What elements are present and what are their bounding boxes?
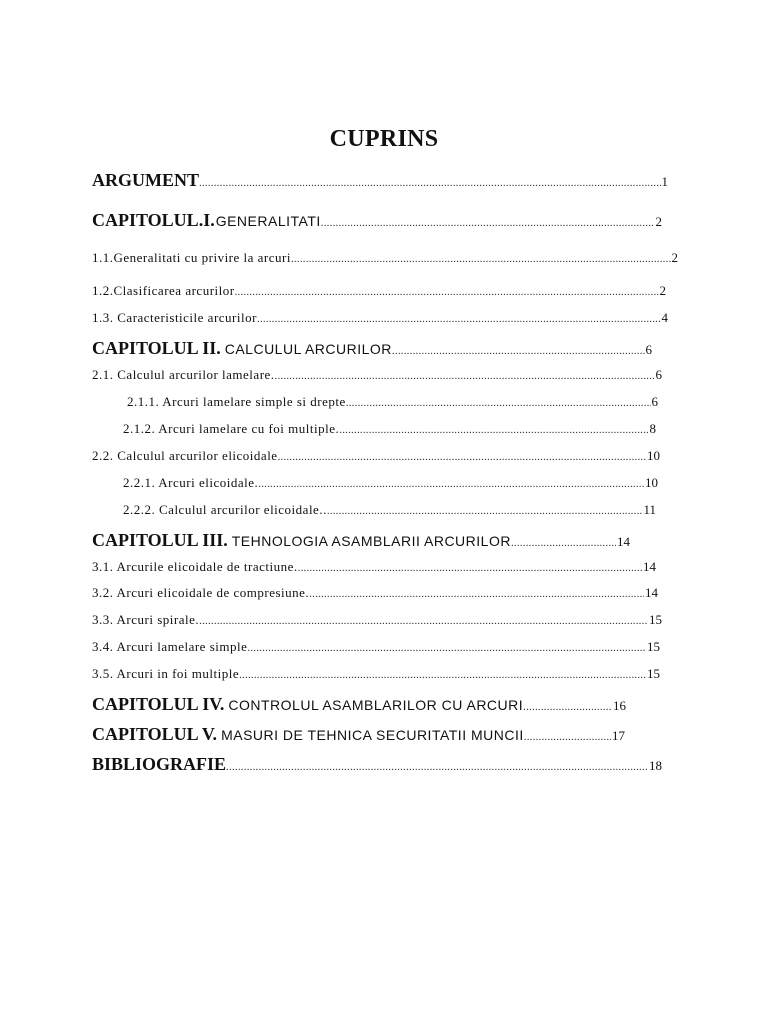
page-number: 11: [643, 502, 656, 517]
toc-section-title: 1.1.Generalitati cu privire la arcuri: [92, 250, 291, 265]
toc-section-title: 2.2. Calculul arcurilor elicoidale: [92, 448, 278, 463]
page-number: 2: [659, 283, 666, 298]
toc-entry: [92, 448, 660, 464]
page-number: 8: [649, 421, 656, 436]
toc-entry: [92, 338, 652, 359]
toc-entry: [123, 502, 656, 518]
toc-entry: [92, 367, 662, 383]
dot-leader: [327, 505, 643, 517]
toc-entry: [92, 694, 626, 715]
page-title: CUPRINS: [329, 126, 439, 152]
page-number: 6: [651, 394, 658, 409]
page-number: 10: [647, 448, 660, 463]
toc-section-title: 3.3. Arcuri spirale.: [92, 612, 200, 627]
toc-section-title: 1.3. Caracteristicile arcurilor: [92, 310, 257, 325]
page-number: 15: [649, 612, 662, 627]
page-number: 14: [645, 585, 658, 600]
page-number: 4: [661, 310, 668, 325]
dot-leader: [199, 177, 661, 189]
dot-leader: [523, 701, 612, 713]
toc-chapter-title: CONTROLUL ASAMBLARILOR CU ARCURI: [228, 697, 524, 713]
toc-entry: [92, 210, 662, 231]
dot-leader: [291, 253, 671, 265]
page-number: 15: [647, 639, 660, 654]
page-number: 14: [643, 559, 656, 574]
toc-entry: [92, 585, 658, 601]
toc-chapter-title: GENERALITATI: [215, 213, 321, 229]
page-number: 14: [617, 534, 630, 549]
toc-entry: [127, 394, 658, 410]
toc-entry: [92, 666, 660, 682]
toc-section-title: 3.4. Arcuri lamelare simple: [92, 639, 248, 654]
toc-chapter-heading: CAPITOLUL V.: [92, 724, 218, 744]
dot-leader: [278, 451, 646, 463]
toc-chapter-title: MASURI DE TEHNICA SECURITATII MUNCII: [221, 727, 524, 743]
toc-chapter-title: CALCULUL ARCURILOR: [224, 341, 392, 357]
dot-leader: [247, 642, 646, 654]
toc-section-title: 3.1. Arcurile elicoidale de tractiune.: [92, 559, 298, 574]
toc-section-title: 3.5. Arcuri in foi multiple: [92, 666, 240, 681]
page-number: 15: [647, 666, 660, 681]
dot-leader: [226, 761, 648, 773]
dot-leader: [258, 478, 644, 490]
toc-section-title: 2.2.2. Calculul arcurilor elicoidale..: [123, 502, 327, 517]
toc-entry: [92, 639, 660, 655]
dot-leader: [298, 562, 642, 574]
toc-entry: [92, 559, 656, 575]
toc-entry: [92, 724, 625, 745]
page-number: 6: [645, 342, 652, 357]
dot-leader: [235, 286, 659, 298]
toc-entry: [92, 283, 666, 299]
toc-entry: [92, 612, 662, 628]
dot-leader: [524, 731, 611, 743]
toc-entry: [92, 170, 668, 191]
toc-section-title: 3.2. Arcuri elicoidale de compresiune.: [92, 585, 310, 600]
toc-chapter-heading: CAPITOLUL.I.: [92, 210, 215, 230]
dot-leader: [321, 217, 655, 229]
toc-section-title: 2.1.1. Arcuri lamelare simple si drepte: [127, 394, 346, 409]
toc-entry: [92, 754, 662, 775]
toc-chapter-heading: CAPITOLUL II.: [92, 338, 221, 358]
page-number: 10: [645, 475, 658, 490]
toc-chapter-heading: CAPITOLUL IV.: [92, 694, 225, 714]
toc-chapter-heading: BIBLIOGRAFIE: [92, 754, 227, 774]
dot-leader: [275, 370, 655, 382]
page-number: 17: [612, 728, 625, 743]
dot-leader: [511, 537, 616, 549]
toc-entry: [123, 475, 658, 491]
toc-section-title: 2.2.1. Arcuri elicoidale.: [123, 475, 259, 490]
toc-chapter-heading: CAPITOLUL III.: [92, 530, 228, 550]
dot-leader: [346, 397, 651, 409]
page-number: 2: [671, 250, 678, 265]
dot-leader: [239, 669, 646, 681]
toc-chapter-heading: ARGUMENT: [92, 170, 199, 190]
toc-section-title: 2.1.2. Arcuri lamelare cu foi multiple.: [123, 421, 340, 436]
toc-entry: [123, 421, 656, 437]
page-number: 6: [655, 367, 662, 382]
toc-entry: [92, 250, 678, 266]
dot-leader: [257, 313, 661, 325]
dot-leader: [392, 345, 645, 357]
toc-entry: [92, 310, 668, 326]
dot-leader: [199, 615, 648, 627]
toc-entry: [92, 530, 630, 551]
dot-leader: [339, 424, 648, 436]
toc-chapter-title: TEHNOLOGIA ASAMBLARII ARCURILOR: [231, 533, 511, 549]
toc-section-title: 2.1. Calculul arcurilor lamelare.: [92, 367, 275, 382]
page-number: 2: [655, 214, 662, 229]
dot-leader: [309, 588, 644, 600]
page-number: 1: [661, 174, 668, 189]
page-number: 18: [649, 758, 662, 773]
toc-section-title: 1.2.Clasificarea arcurilor: [92, 283, 235, 298]
page-number: 16: [613, 698, 626, 713]
